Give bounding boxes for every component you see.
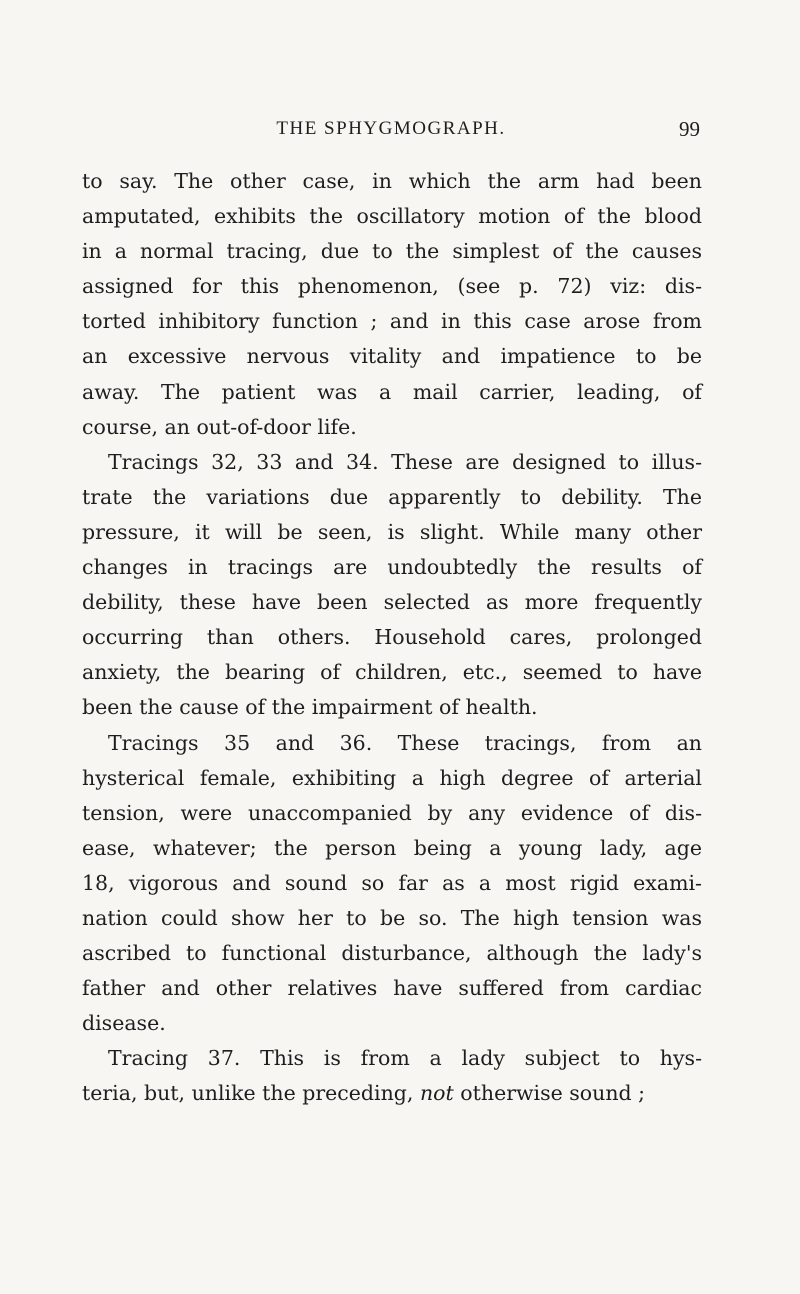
text-line: debility, these have been selected as more frequently [82, 590, 702, 615]
text-line: Tracing 37. This is from a lady subject to hys- [108, 1046, 702, 1071]
text-line: disease. [82, 1011, 166, 1036]
text-line: changes in tracings are undoubtedly the results of [82, 555, 702, 580]
text-line: assigned for this phenomenon, (see p. 72) viz: dis- [82, 274, 702, 299]
text-line: ascribed to functional disturbance, although the lady's [82, 941, 702, 966]
text-line: course, an out-of-door life. [82, 414, 357, 439]
text-fragment: teria, but, unlike the preceding, [82, 1081, 420, 1106]
text-line: hysterical female, exhibiting a high degree of arterial [82, 765, 702, 790]
text-line: ease, whatever; the person being a young lady, age [82, 835, 702, 860]
text-line: trate the variations due apparently to debility. The [82, 484, 702, 509]
text-line: in a normal tracing, due to the simplest of the causes [82, 239, 702, 264]
text-line: an excessive nervous vitality and impatience to be [82, 344, 702, 369]
text-line: 18, vigorous and sound so far as a most rigid exami- [82, 870, 702, 895]
text-line [82, 1076, 702, 1111]
text-line: been the cause of the impairment of health. [82, 695, 538, 720]
text-line: Tracings 32, 33 and 34. These are designed to illus- [108, 449, 702, 474]
page-number: 99 [679, 117, 700, 141]
body-text [82, 164, 702, 1112]
text-line: tension, were unaccompanied by any evidence of dis- [82, 800, 702, 825]
emphasized-word: not [419, 1081, 454, 1106]
text-line: to say. The other case, in which the arm had been [82, 169, 702, 193]
text-line: nation could show her to be so. The high tension was [82, 905, 702, 930]
running-head-title: THE SPHYGMOGRAPH. [276, 118, 506, 139]
text-line: away. The patient was a mail carrier, leading, of [82, 379, 702, 404]
text-line: father and other relatives have suffered from cardiac [82, 976, 702, 1001]
text-fragment: otherwise sound ; [453, 1081, 646, 1106]
text-line: occurring than others. Household cares, prolonged [82, 625, 702, 650]
text-line: anxiety, the bearing of children, etc., seemed to have [82, 660, 702, 685]
text-line: pressure, it will be seen, is slight. While many other [82, 519, 702, 544]
text-line: amputated, exhibits the oscillatory motion of the blood [82, 204, 702, 229]
text-line: Tracings 35 and 36. These tracings, from an [108, 730, 702, 755]
running-head [82, 117, 700, 141]
text-line: torted inhibitory function ; and in this case arose from [82, 309, 702, 334]
